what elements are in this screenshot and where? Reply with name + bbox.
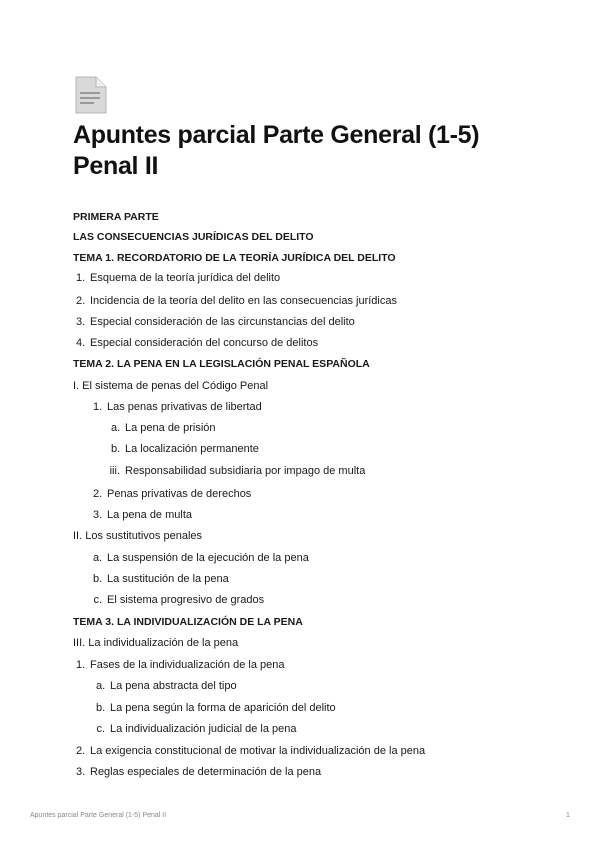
- line-text: Reglas especiales de determinación de la pena: [90, 766, 322, 778]
- list-marker: a.: [111, 422, 121, 434]
- list-item: [76, 744, 425, 758]
- page-title: Apuntes parcial Parte General (1-5) Penal II: [73, 121, 480, 180]
- list-item: [93, 508, 192, 522]
- list-marker: b.: [96, 702, 106, 714]
- line-text: La sustitución de la pena: [107, 573, 229, 585]
- list-marker: 4.: [76, 337, 86, 349]
- subsection-text: [73, 636, 238, 650]
- list-item: [111, 421, 216, 435]
- list-marker: c.: [96, 723, 105, 735]
- list-item: [93, 593, 264, 607]
- list-item: [76, 294, 397, 308]
- list-marker: 3.: [76, 766, 86, 778]
- list-item: [96, 701, 336, 715]
- page-number: 1: [566, 812, 570, 819]
- line-text: La exigencia constitucional de motivar la individualización de la pena: [90, 745, 426, 757]
- list-marker: 1.: [93, 401, 103, 413]
- line-text: La individualización judicial de la pena: [110, 723, 297, 735]
- line-text: LAS CONSECUENCIAS JURÍDICAS DEL DELITO: [73, 231, 314, 243]
- line-text: La pena según la forma de aparición del delito: [110, 702, 336, 714]
- line-text: El sistema progresivo de grados: [107, 594, 265, 606]
- list-marker: b.: [111, 443, 121, 455]
- line-text: Las penas privativas de libertad: [107, 401, 262, 413]
- list-marker: 2.: [76, 295, 86, 307]
- list-marker: 2.: [76, 745, 86, 757]
- footer-title: Apuntes parcial Parte General (1-5) Penal II: [30, 812, 167, 819]
- line-text: Responsabilidad subsidiaria por impago de multa: [125, 465, 366, 477]
- line-text: Especial consideración de las circunstancias del delito: [90, 316, 355, 328]
- list-marker: 1.: [76, 272, 86, 284]
- line-text: TEMA 1. RECORDATORIO DE LA TEORÍA JURÍDICA DEL DELITO: [73, 252, 396, 264]
- line-text: Fases de la individualización de la pena: [90, 659, 285, 671]
- section-heading: [73, 210, 159, 224]
- list-item: [93, 487, 251, 501]
- line-text: La pena abstracta del tipo: [110, 680, 237, 692]
- line-text: Esquema de la teoría jurídica del delito: [90, 272, 281, 284]
- document-icon: [74, 76, 108, 114]
- list-marker: 1.: [76, 659, 86, 671]
- line-text: TEMA 3. LA INDIVIDUALIZACIÓN DE LA PENA: [73, 616, 303, 628]
- section-heading: [73, 251, 396, 265]
- line-text: Penas privativas de derechos: [107, 488, 252, 500]
- list-marker: a.: [93, 552, 103, 564]
- list-marker: a.: [96, 680, 106, 692]
- list-marker: 3.: [76, 316, 86, 328]
- line-text: III. La individualización de la pena: [73, 637, 239, 649]
- line-text: II. Los sustitutivos penales: [73, 530, 203, 542]
- line-text: PRIMERA PARTE: [73, 211, 159, 223]
- list-item: [76, 765, 321, 779]
- list-marker: 2.: [93, 488, 103, 500]
- line-text: La suspensión de la ejecución de la pena: [107, 552, 309, 564]
- list-item: [76, 336, 318, 350]
- line-text: I. El sistema de penas del Código Penal: [73, 380, 269, 392]
- list-marker: iii.: [109, 465, 120, 477]
- list-item: [93, 551, 309, 565]
- list-marker: c.: [93, 594, 102, 606]
- line-text: La pena de multa: [107, 509, 193, 521]
- list-item: [76, 271, 280, 285]
- list-item: [108, 464, 365, 478]
- list-marker: b.: [93, 573, 103, 585]
- list-item: [76, 315, 355, 329]
- list-item: [96, 722, 297, 736]
- line-text: La pena de prisión: [125, 422, 216, 434]
- section-heading: [73, 230, 314, 244]
- line-text: Incidencia de la teoría del delito en las consecuencias jurídicas: [90, 295, 397, 307]
- list-marker: 3.: [93, 509, 103, 521]
- list-item: [111, 442, 259, 456]
- list-item: [93, 572, 229, 586]
- section-heading: [73, 615, 303, 629]
- list-item: [76, 658, 284, 672]
- list-item: [93, 400, 262, 414]
- line-text: TEMA 2. LA PENA EN LA LEGISLACIÓN PENAL ESPAÑOLA: [73, 358, 370, 370]
- subsection-text: [73, 529, 202, 543]
- section-heading: [73, 357, 370, 371]
- line-text: Especial consideración del concurso de delitos: [90, 337, 319, 349]
- list-item: [96, 679, 237, 693]
- subsection-text: [73, 379, 268, 393]
- line-text: La localización permanente: [125, 443, 259, 455]
